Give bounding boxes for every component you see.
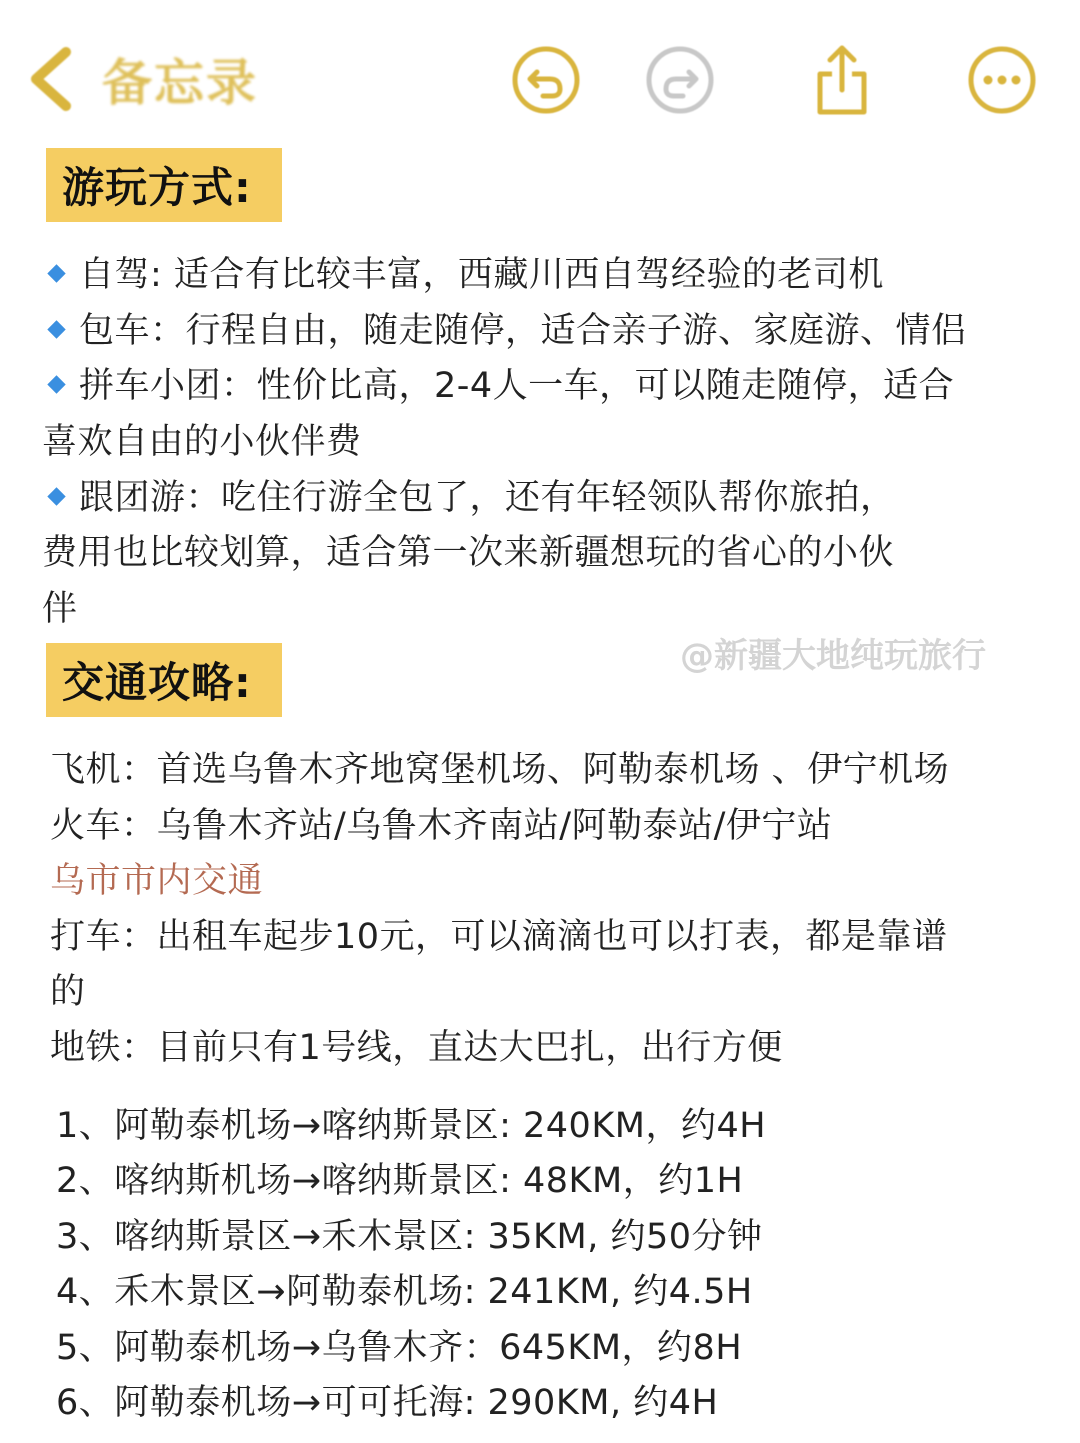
section-title: 交通攻略: bbox=[62, 658, 252, 707]
more-button[interactable] bbox=[966, 44, 1038, 116]
route-item: 4、禾木景区→阿勒泰机场: 241KM, 约4.5H bbox=[56, 1272, 753, 1312]
text-line: 火车：乌鲁木齐站/乌鲁木齐南站/阿勒泰站/伊宁站 bbox=[50, 806, 833, 846]
list-item: 包车：行程自由，随走随停，适合亲子游、家庭游、情侣 bbox=[42, 311, 967, 351]
more-icon bbox=[966, 44, 1038, 116]
text-line: 地铁：目前只有1号线，直达大巴扎，出行方便 bbox=[50, 1028, 783, 1068]
route-item: 2、喀纳斯机场→喀纳斯景区: 48KM，约1H bbox=[56, 1161, 744, 1201]
route-item: 6、阿勒泰机场→可可托海: 290KM, 约4H bbox=[56, 1383, 719, 1423]
route-item: 3、喀纳斯景区→禾木景区: 35KM, 约50分钟 bbox=[56, 1217, 763, 1257]
route-item: 1、阿勒泰机场→喀纳斯景区: 240KM，约4H bbox=[56, 1106, 767, 1146]
back-label: 备忘录 bbox=[102, 54, 258, 112]
back-button[interactable] bbox=[22, 44, 258, 114]
section-title: 游玩方式: bbox=[62, 163, 252, 212]
watermark: @新疆大地纯玩旅行 bbox=[680, 636, 986, 676]
list-item: 拼车小团：性价比高，2-4人一车，可以随走随停，适合 bbox=[42, 366, 954, 406]
text-line: 打车：出租车起步10元，可以滴滴也可以打表，都是靠谱 bbox=[50, 917, 948, 957]
share-icon bbox=[806, 44, 878, 116]
diamond-bullet-icon bbox=[47, 487, 65, 505]
undo-icon bbox=[510, 44, 582, 116]
undo-button[interactable] bbox=[510, 44, 582, 116]
subheading: 乌市市内交通 bbox=[50, 861, 264, 901]
list-item: 跟团游：吃住行游全包了，还有年轻领队帮你旅拍， bbox=[42, 478, 896, 518]
text-line: 飞机：首选乌鲁木齐地窝堡机场、阿勒泰机场 、伊宁机场 bbox=[50, 750, 950, 790]
section-heading-transport bbox=[46, 643, 282, 717]
redo-icon bbox=[644, 44, 716, 116]
route-item: 5、阿勒泰机场→乌鲁木齐：645KM，约8H bbox=[56, 1328, 743, 1368]
redo-button[interactable] bbox=[644, 44, 716, 116]
list-item-continuation: 喜欢自由的小伙伴费 bbox=[42, 422, 362, 462]
text-line: 的 bbox=[50, 972, 86, 1012]
list-item-continuation: 费用也比较划算，适合第一次来新疆想玩的省心的小伙 bbox=[42, 533, 895, 573]
share-button[interactable] bbox=[806, 44, 878, 116]
chevron-left-icon bbox=[22, 44, 90, 114]
list-item: 自驾: 适合有比较丰富，西藏川西自驾经验的老司机 bbox=[42, 255, 884, 295]
diamond-bullet-icon bbox=[47, 264, 65, 282]
top-bar bbox=[0, 0, 1080, 150]
diamond-bullet-icon bbox=[47, 375, 65, 393]
diamond-bullet-icon bbox=[47, 320, 65, 338]
list-item-continuation: 伴 bbox=[42, 589, 78, 629]
section-heading-play-modes bbox=[46, 148, 282, 222]
